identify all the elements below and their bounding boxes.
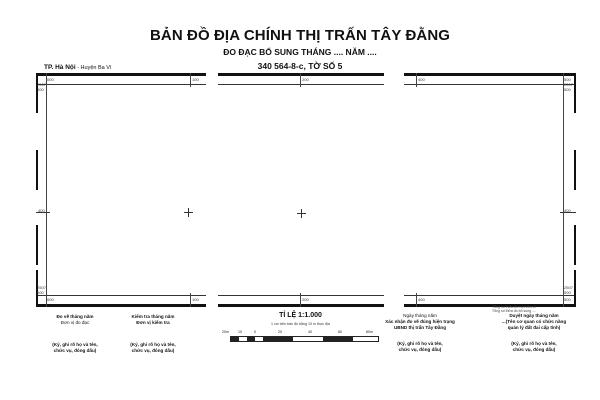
inner-left-line [46, 73, 47, 307]
grid-label-mid-right: 400 [564, 208, 571, 213]
approved-authority-2: quản lý đất đai cấp tỉnh) [507, 325, 561, 330]
signature-approved [492, 313, 576, 353]
checked-unit: Đơn vị kiểm tra [136, 320, 170, 325]
approved-authority: ...(Tên cơ quan có chức năng [501, 319, 567, 324]
corner-bl-easting: 000 [37, 290, 44, 295]
signature-checked [118, 314, 188, 354]
grid-cross-left-v [188, 208, 189, 217]
scale-tick-label: 20 [278, 330, 282, 334]
grid-label-bottom-right: 500 [564, 297, 571, 302]
scale-title: TỈ LỆ 1:1.000 [279, 312, 322, 319]
frame-bottom-right-segment [404, 304, 576, 307]
city-label: TP. Hà Nội [44, 64, 76, 71]
district-label: - Huyện Ba Vì [75, 65, 112, 71]
inner-bottom-mid-line [218, 295, 384, 296]
inner-top-right-line [404, 84, 576, 85]
checked-sign-hint-1: (Ký, ghi rõ họ và tên, [130, 342, 176, 347]
corner-tr-easting: 500 [564, 87, 571, 92]
survey-date-line: ĐO ĐẠC BỔ SUNG THÁNG .... NĂM .... [223, 47, 377, 57]
frame-right-mid1 [574, 150, 576, 190]
grid-label-bottom-100: 100 [192, 297, 199, 302]
parcel-count-note-1: Tổng số thửa đo mới trên tờ [492, 305, 536, 309]
confirmed-sign-hint-1: (Ký, ghi rõ họ và tên, [397, 341, 443, 346]
inner-top-mid-line [218, 84, 384, 85]
checked-sign-hint-2: chức vụ, đóng dấu) [131, 348, 175, 353]
grid-label-top-left: 000 [47, 77, 54, 82]
surveyed-unit: Đơn vị đo đạc [60, 320, 90, 325]
surveyed-date: Đo vẽ tháng năm [56, 314, 94, 319]
checked-date: Kiểm tra tháng năm [131, 314, 175, 319]
scale-segment [231, 337, 239, 341]
surveyed-sign-hint-1: (Ký, ghi rõ họ và tên, [52, 342, 98, 347]
scale-tick-label: 10 [238, 330, 242, 334]
grid-label-bottom-400: 400 [418, 297, 425, 302]
confirmed-title: Xác nhận đo vẽ đúng hiện trạng [385, 319, 455, 324]
scale-tick-label: 20m [222, 330, 229, 334]
grid-label-top-200: 200 [302, 77, 309, 82]
scale-tick-label: 60 [338, 330, 342, 334]
scale-segment [323, 337, 353, 341]
frame-left-mid1 [36, 150, 38, 190]
corner-br-northing: 2507 [564, 285, 573, 290]
grid-cross-right-v [301, 209, 302, 218]
scale-tick-label: 80m [366, 330, 373, 334]
frame-bottom-left-segment [36, 304, 206, 307]
inner-bottom-right-line [404, 295, 576, 296]
signature-surveyed [40, 314, 110, 354]
grid-label-top-100: 100 [192, 77, 199, 82]
scale-note: 1 cm trên bản đồ bằng 10 m thực địa [271, 322, 330, 326]
approved-sign-hint-2: chức vụ, đóng dấu) [512, 347, 556, 352]
map-title: BẢN ĐỒ ĐỊA CHÍNH THỊ TRẤN TÂY ĐẰNG [149, 27, 451, 44]
inner-bottom-left-line [36, 295, 206, 296]
grid-tick-400-bottom [416, 293, 417, 307]
scale-segment [247, 337, 255, 341]
sheet-number: 340 564-8-c, TỜ SỐ 5 [257, 61, 343, 71]
scale-segment [263, 337, 293, 341]
approved-date: Duyệt ngày tháng năm [509, 313, 559, 318]
corner-tr-northing: 2507 [564, 82, 573, 87]
inner-top-left-line [36, 84, 206, 85]
confirmed-unit: UBND thị trấn Tây Đằng [393, 325, 447, 330]
parcel-count-note-2: Tổng số thửa đo bổ sung .... [492, 309, 536, 313]
frame-right-mid2 [574, 225, 576, 265]
grid-label-bottom-left: 000 [47, 297, 54, 302]
frame-left-mid2 [36, 225, 38, 265]
surveyed-sign-hint-2: chức vụ, đóng dấu) [53, 348, 97, 353]
frame-bottom-mid-segment [218, 304, 384, 307]
scale-tick-label: 40 [308, 330, 312, 334]
grid-tick-100-top [190, 73, 191, 87]
grid-tick-100-bottom [190, 293, 191, 307]
corner-tl-easting: 500 [37, 87, 44, 92]
grid-tick-200-top [300, 73, 301, 87]
corner-tl-northing: 2507 [37, 82, 46, 87]
grid-label-top-400: 400 [418, 77, 425, 82]
location-label [44, 64, 111, 71]
frame-top-mid-segment [218, 73, 384, 76]
frame-top-left-segment [36, 73, 206, 76]
grid-label-bottom-200: 200 [302, 297, 309, 302]
frame-top-right-segment [404, 73, 576, 76]
signature-confirmed [380, 313, 460, 353]
corner-bl-northing: 2507 [37, 285, 46, 290]
confirmed-date: Ngày tháng năm [403, 313, 437, 318]
inner-right-line [563, 73, 564, 307]
confirmed-sign-hint-2: chức vụ, đóng dấu) [398, 347, 442, 352]
approved-sign-hint-1: (Ký, ghi rõ họ và tên, [511, 341, 557, 346]
frame-left-top [36, 73, 38, 113]
grid-tick-200-bottom [300, 293, 301, 307]
frame-right-top [574, 73, 576, 113]
corner-br-easting: 000 [564, 290, 571, 295]
frame-right-bottom [574, 270, 576, 307]
grid-label-mid-left: 400 [38, 208, 45, 213]
scale-bar [230, 336, 379, 342]
grid-label-top-right: 500 [564, 77, 571, 82]
grid-tick-400-top [416, 73, 417, 87]
scale-tick-label: 0 [254, 330, 256, 334]
